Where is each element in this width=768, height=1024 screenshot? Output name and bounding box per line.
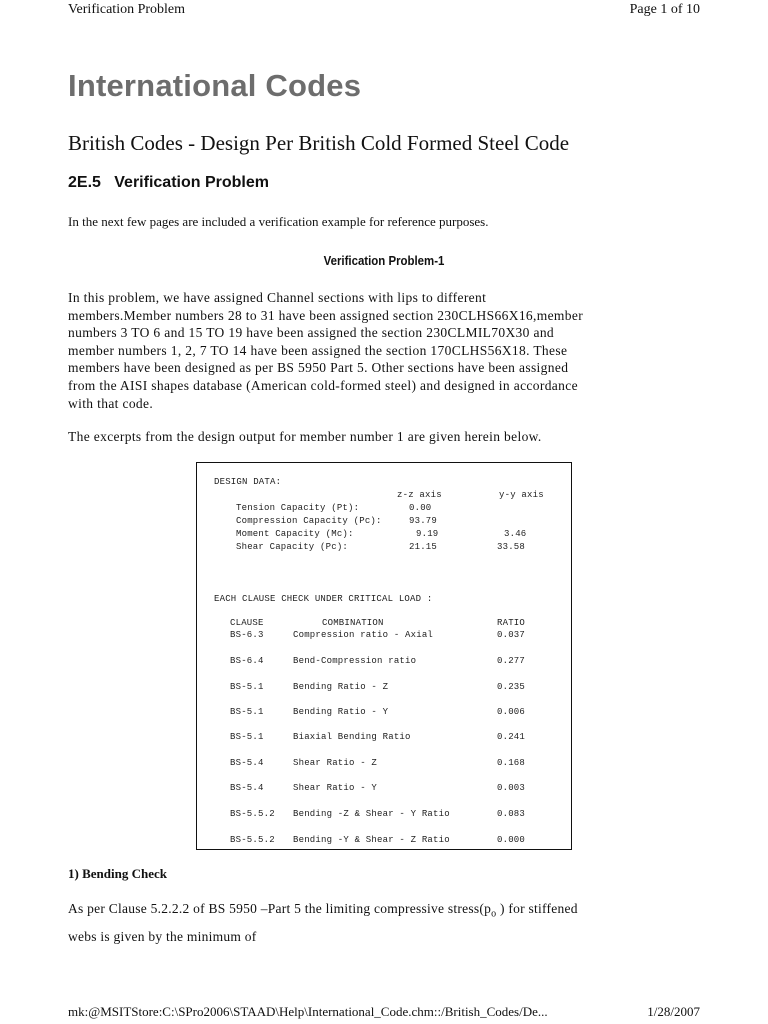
design-data-label: DESIGN DATA: bbox=[214, 477, 282, 487]
page-subtitle: British Codes - Design Per British Cold Formed Steel Code bbox=[68, 131, 570, 155]
clause-cell: BS-5.1 bbox=[230, 707, 264, 717]
capacity-zz-value: 93.79 bbox=[409, 516, 438, 526]
page-number: Page 1 of 10 bbox=[629, 2, 700, 17]
combination-cell: Shear Ratio - Z bbox=[293, 758, 378, 768]
paragraph-line: numbers 3 TO 6 and 15 TO 19 have been assigned the section 230CLMIL70X30 and bbox=[68, 325, 555, 341]
clause-subscript: o bbox=[491, 908, 497, 920]
clause-cell: BS-6.3 bbox=[230, 630, 264, 640]
footer-path: mk:@MSITStore:C:\SPro2006\STAAD\Help\International_Code.chm::/British_Codes/De... bbox=[68, 1004, 548, 1019]
clause-text-before: As per Clause 5.2.2.2 of BS 5950 –Part 5 the limiting compressive stress(p bbox=[68, 901, 492, 916]
ratio-cell: 0.037 bbox=[497, 630, 526, 640]
combination-cell: Compression ratio - Axial bbox=[293, 630, 434, 640]
ratio-cell: 0.000 bbox=[497, 835, 526, 845]
paragraph-line: from the AISI shapes database (American cold-formed steel) and designed in accordance bbox=[68, 377, 578, 393]
page-title: International Codes bbox=[68, 68, 362, 103]
section-heading bbox=[68, 174, 269, 192]
excerpt-intro: The excerpts from the design output for member number 1 are given herein below. bbox=[68, 429, 542, 444]
design-output-box bbox=[196, 462, 572, 850]
paragraph-line: with that code. bbox=[68, 395, 154, 411]
ratio-cell: 0.241 bbox=[497, 732, 526, 742]
paragraph-line: member numbers 1, 2, 7 TO 14 have been assigned the section 170CLHS56X18. These bbox=[68, 342, 568, 358]
clause-cell: BS-5.5.2 bbox=[230, 835, 275, 845]
clause-paragraph bbox=[68, 898, 708, 948]
capacity-yy-value: 3.46 bbox=[504, 529, 527, 539]
col-header-ratio: RATIO bbox=[497, 618, 526, 628]
verification-problem-title: Verification Problem-1 bbox=[323, 253, 445, 268]
paragraph-line: members have been designed as per BS 5950 Part 5. Other sections have been assigned bbox=[68, 360, 569, 376]
paragraph-line: In this problem, we have assigned Channel sections with lips to different bbox=[68, 290, 487, 305]
capacity-label: Compression Capacity (Pc): bbox=[236, 516, 382, 526]
section-number: 2E.5 bbox=[68, 174, 101, 191]
combination-cell: Bending -Y & Shear - Z Ratio bbox=[293, 835, 450, 845]
bending-check-heading: 1) Bending Check bbox=[68, 866, 167, 881]
combination-cell: Bending -Z & Shear - Y Ratio bbox=[293, 809, 450, 819]
clause-cell: BS-5.4 bbox=[230, 758, 264, 768]
clause-text-after: ) for stiffened bbox=[496, 901, 578, 916]
ratio-cell: 0.277 bbox=[497, 656, 526, 666]
ratio-cell: 0.003 bbox=[497, 783, 526, 793]
combination-cell: Bending Ratio - Z bbox=[293, 682, 389, 692]
ratio-cell: 0.235 bbox=[497, 682, 526, 692]
capacity-label: Tension Capacity (Pt): bbox=[236, 503, 360, 513]
capacity-yy-value: 33.58 bbox=[497, 542, 526, 552]
zz-axis-header: z-z axis bbox=[397, 490, 442, 500]
combination-cell: Biaxial Bending Ratio bbox=[293, 732, 411, 742]
clause-check-label: EACH CLAUSE CHECK UNDER CRITICAL LOAD : bbox=[214, 594, 433, 604]
combination-cell: Shear Ratio - Y bbox=[293, 783, 378, 793]
combination-cell: Bending Ratio - Y bbox=[293, 707, 389, 717]
paragraph-line: members.Member numbers 28 to 31 have been assigned section 230CLHS66X16,member bbox=[68, 307, 584, 323]
ratio-cell: 0.006 bbox=[497, 707, 526, 717]
clause-cell: BS-5.1 bbox=[230, 682, 264, 692]
col-header-clause: CLAUSE bbox=[230, 618, 264, 628]
capacity-zz-value: 9.19 bbox=[416, 529, 439, 539]
clause-line-2: webs is given by the minimum of bbox=[68, 928, 257, 944]
clause-cell: BS-6.4 bbox=[230, 656, 264, 666]
capacity-label: Shear Capacity (Pc): bbox=[236, 542, 349, 552]
section-title: Verification Problem bbox=[114, 174, 269, 191]
col-header-combination: COMBINATION bbox=[322, 618, 384, 628]
capacity-label: Moment Capacity (Mc): bbox=[236, 529, 354, 539]
clause-cell: BS-5.5.2 bbox=[230, 809, 275, 819]
capacity-zz-value: 21.15 bbox=[409, 542, 438, 552]
yy-axis-header: y-y axis bbox=[499, 490, 544, 500]
ratio-cell: 0.083 bbox=[497, 809, 526, 819]
header-title: Verification Problem bbox=[68, 2, 186, 17]
intro-text: In the next few pages are included a verification example for reference purposes. bbox=[68, 214, 489, 229]
combination-cell: Bend-Compression ratio bbox=[293, 656, 417, 666]
clause-line-1 bbox=[68, 898, 708, 926]
capacity-zz-value: 0.00 bbox=[409, 503, 432, 513]
clause-cell: BS-5.4 bbox=[230, 783, 264, 793]
problem-description bbox=[68, 289, 708, 412]
ratio-cell: 0.168 bbox=[497, 758, 526, 768]
clause-cell: BS-5.1 bbox=[230, 732, 264, 742]
footer-date: 1/28/2007 bbox=[647, 1004, 700, 1019]
